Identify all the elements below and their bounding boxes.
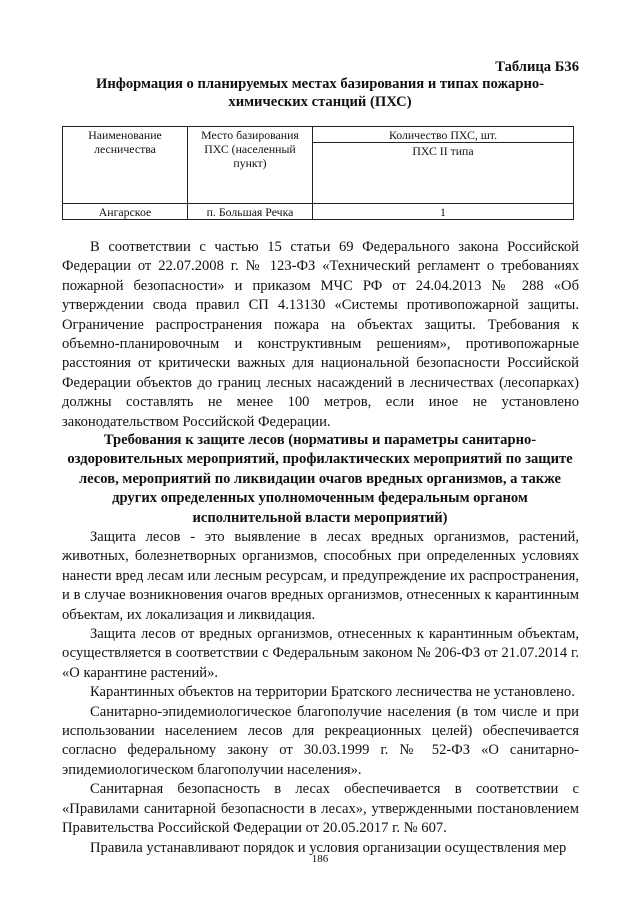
paragraph-rules: Правила устанавливают порядок и условия организации осуществления мер <box>90 839 567 856</box>
page-number: 186 <box>311 853 329 865</box>
paragraph-quarantine: Защита лесов от вредных организмов, отнесенных к карантинным объектам, осуществляется в соответствии с Федеральным законом № 206-ФЗ от 21.07.2014 г. «О карантине растений». <box>62 626 579 681</box>
cell-location: п. Большая Речка <box>188 204 313 220</box>
header-location: Место базирования ПХС (населенный пункт) <box>188 127 313 204</box>
paragraph-sanitary-epidemiological: Санитарно-эпидемиологическое благополучие населения (в том числе и при использовании населением лесов для рекреационных целей) обеспечивается согласно федеральному закону от 30.03.1999 г. № 52-ФЗ «О санитарно-эпидемиологическом благополучии населения». <box>62 703 579 778</box>
table-row <box>63 204 574 220</box>
header-type: ПХС II типа <box>313 143 574 204</box>
table-title: Информация о планируемых местах базирования и типах пожарно-химических станций (ПХС) <box>95 76 545 110</box>
paragraph-no-quarantine: Карантинных объектов на территории Братского лесничества не установлено. <box>90 684 575 701</box>
paragraph-fire-distance: В соответствии с частью 15 статьи 69 Федерального закона Российской Федерации от 22.07.2008 г. № 123-ФЗ «Технический регламент о требованиях пожарной безопасности» и приказом МЧС РФ от 24.04.2013 № 288 «Об утверждении свода правил СП 4.13130 «Системы противопожарной защиты. Ограничение распространения пожара на объектах защиты. Требования к объемно-планировочным и конструктивным решениям», противопожарные расстояния от критически важных для национальной безопасности Российской Федерации объектов до границ лесных насаждений в лесничествах (лесопарках) должны составлять не менее 100 метров, если иное не установлено законодательством Российской Федерации. <box>62 239 579 430</box>
pxs-table <box>62 126 574 220</box>
header-forestry: Наименование лесничества <box>63 127 188 204</box>
section-heading: Требования к защите лесов (нормативы и параметры санитарно-оздоровительных мероприятий, профилактических мероприятий по защите лесов, мероприятий по ликвидации очагов вредных организмов, а также других определенных уполномоченным федеральным органом исполнительной власти мероприятий) <box>67 432 573 526</box>
fire-distance-paragraph-block <box>62 238 579 432</box>
cell-forestry: Ангарское <box>63 204 188 220</box>
table-header-row <box>63 127 574 143</box>
cell-count: 1 <box>313 204 574 220</box>
table-label: Таблица Б36 <box>495 59 579 75</box>
paragraph-sanitary-safety: Санитарная безопасность в лесах обеспечивается в соответствии с «Правилами санитарной безопасности в лесах», утвержденными постановлением Правительства Российской Федерации от 20.05.2017 г. № 607. <box>62 781 579 837</box>
body-text <box>62 528 579 858</box>
header-quantity: Количество ПХС, шт. <box>313 127 574 143</box>
paragraph-forest-protection: Защита лесов - это выявление в лесах вредных организмов, растений, животных, болезнетворных организмов, способных при определенных условиях нанести вред лесам или лесным ресурсам, и предупреждение их распространения, и в случае возникновения очагов вредных организмов, отнесенных к карантинным объектам, их локализация и ликвидация. <box>62 529 579 623</box>
